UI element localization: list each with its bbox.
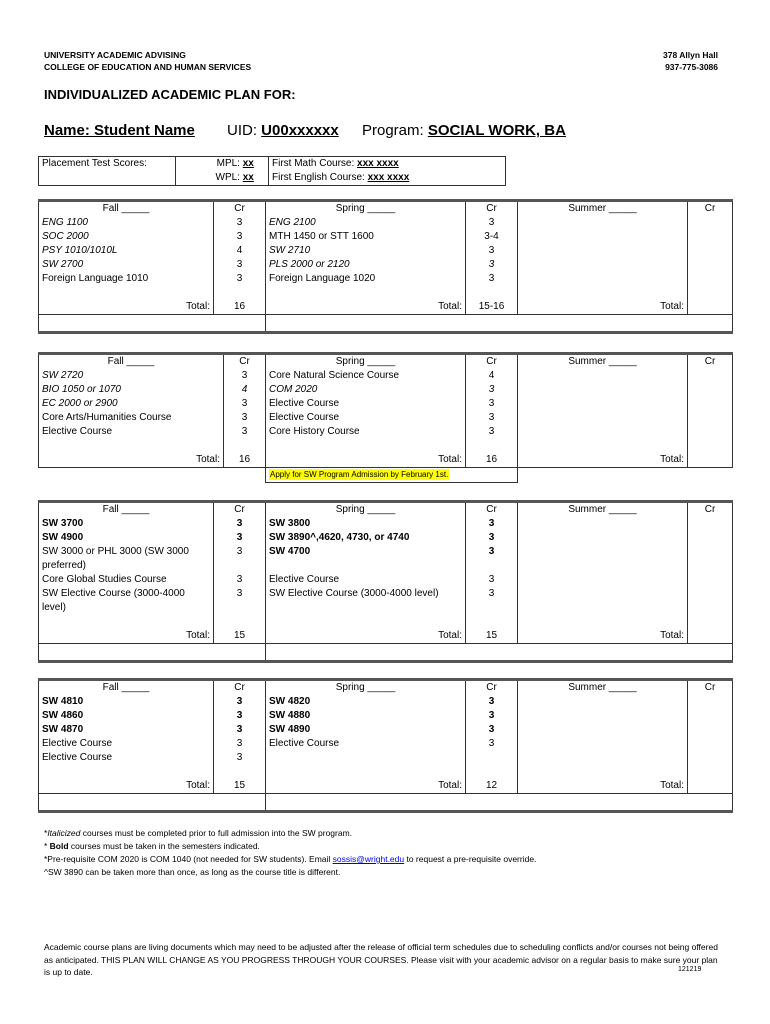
year3-table bbox=[38, 500, 733, 663]
course: SW Elective Course (3000-4000 level) bbox=[39, 587, 214, 615]
table-row bbox=[39, 230, 733, 244]
cr-header: Cr bbox=[466, 680, 518, 696]
first-math-course: First Math Course: xxx xxxx bbox=[269, 157, 506, 172]
table-row bbox=[39, 587, 733, 615]
summer-header: Summer _____ bbox=[518, 354, 688, 370]
spring-header: Spring _____ bbox=[266, 680, 466, 696]
credits: 3 bbox=[214, 517, 266, 531]
course: Core Global Studies Course bbox=[39, 573, 214, 587]
credits: 3 bbox=[466, 244, 518, 258]
year2-table bbox=[38, 352, 733, 483]
fall-total-label: Total: bbox=[39, 300, 214, 315]
student-uid bbox=[227, 122, 339, 139]
cr-header: Cr bbox=[214, 502, 266, 518]
fall-total: 15 bbox=[214, 779, 266, 794]
table-row bbox=[39, 709, 733, 723]
table-row bbox=[39, 411, 733, 425]
course: SW 4810 bbox=[39, 695, 214, 709]
course: SOC 2000 bbox=[39, 230, 214, 244]
cr-header: Cr bbox=[214, 680, 266, 696]
credits: 3 bbox=[214, 709, 266, 723]
summer-header: Summer _____ bbox=[518, 502, 688, 518]
table-row bbox=[39, 531, 733, 545]
course: Core History Course bbox=[266, 425, 466, 439]
summer-total-label: Total: bbox=[518, 779, 688, 794]
cr-header: Cr bbox=[224, 354, 266, 370]
credits: 3 bbox=[466, 737, 518, 751]
table-row bbox=[39, 216, 733, 230]
table-row bbox=[39, 573, 733, 587]
document-code: 121219 bbox=[678, 966, 702, 973]
credits: 3 bbox=[466, 531, 518, 545]
table-row bbox=[39, 751, 733, 765]
table-row bbox=[39, 723, 733, 737]
spring-total-label: Total: bbox=[266, 629, 466, 644]
course: PLS 2000 or 2120 bbox=[266, 258, 466, 272]
cr-header: Cr bbox=[688, 354, 733, 370]
course: EC 2000 or 2900 bbox=[39, 397, 224, 411]
course: Foreign Language 1020 bbox=[266, 272, 466, 286]
course: SW 2710 bbox=[266, 244, 466, 258]
fall-header: Fall _____ bbox=[39, 354, 224, 370]
summer-total-label: Total: bbox=[518, 453, 688, 468]
table-row bbox=[39, 545, 733, 573]
credits: 3 bbox=[466, 517, 518, 531]
course: SW 2700 bbox=[39, 258, 214, 272]
summer-total-label: Total: bbox=[518, 300, 688, 315]
totals-row bbox=[39, 300, 733, 315]
spring-total: 15 bbox=[466, 629, 518, 644]
course: Elective Course bbox=[266, 397, 466, 411]
cr-header: Cr bbox=[214, 201, 266, 217]
table-row bbox=[39, 397, 733, 411]
uid-value: U00xxxxxx bbox=[261, 122, 339, 139]
credits: 3 bbox=[466, 709, 518, 723]
office-header bbox=[44, 49, 251, 73]
summer-header: Summer _____ bbox=[518, 680, 688, 696]
footnote-italic: *Italicized courses must be completed prior to full admission into the SW program. bbox=[44, 828, 353, 838]
credits: 3 bbox=[466, 545, 518, 573]
course: Elective Course bbox=[39, 751, 214, 765]
fall-header: Fall _____ bbox=[39, 502, 214, 518]
mpl-score: MPL: xx bbox=[176, 157, 269, 172]
spring-total: 12 bbox=[466, 779, 518, 794]
course: PSY 1010/1010L bbox=[39, 244, 214, 258]
fall-total: 15 bbox=[214, 629, 266, 644]
course: COM 2020 bbox=[266, 383, 466, 397]
credits: 3 bbox=[224, 411, 266, 425]
table-row bbox=[39, 383, 733, 397]
course: Elective Course bbox=[266, 737, 466, 751]
course: SW 4870 bbox=[39, 723, 214, 737]
course: SW Elective Course (3000-4000 level) bbox=[266, 587, 466, 615]
table-row bbox=[39, 517, 733, 531]
course: Elective Course bbox=[39, 737, 214, 751]
credits: 3 bbox=[214, 230, 266, 244]
course: SW 4700 bbox=[266, 545, 466, 573]
cr-header: Cr bbox=[688, 502, 733, 518]
spring-total-label: Total: bbox=[266, 779, 466, 794]
fall-total-label: Total: bbox=[39, 779, 214, 794]
english-value: xxx xxxx bbox=[367, 172, 410, 183]
credits: 3 bbox=[214, 737, 266, 751]
spring-header: Spring _____ bbox=[266, 201, 466, 217]
course: SW 3000 or PHL 3000 (SW 3000 preferred) bbox=[39, 545, 214, 573]
spring-header: Spring _____ bbox=[266, 502, 466, 518]
college-name: COLLEGE OF EDUCATION AND HUMAN SERVICES bbox=[44, 62, 252, 72]
plan-title: INDIVIDUALIZED ACADEMIC PLAN FOR: bbox=[44, 87, 296, 102]
course: Elective Course bbox=[39, 425, 224, 439]
credits: 3 bbox=[214, 545, 266, 573]
course: Elective Course bbox=[266, 573, 466, 587]
program-value: SOCIAL WORK, BA bbox=[427, 122, 566, 139]
office-location: 378 Allyn Hall bbox=[663, 50, 718, 60]
credits: 4 bbox=[224, 383, 266, 397]
credits: 3 bbox=[466, 397, 518, 411]
spring-total: 15-16 bbox=[466, 300, 518, 315]
cr-header: Cr bbox=[466, 201, 518, 217]
credits: 3 bbox=[214, 258, 266, 272]
credits: 3 bbox=[214, 723, 266, 737]
course: SW 4900 bbox=[39, 531, 214, 545]
course: SW 3890^,4620, 4730, or 4740 bbox=[266, 531, 466, 545]
summer-header: Summer _____ bbox=[518, 201, 688, 217]
totals-row bbox=[39, 779, 733, 794]
fall-header: Fall _____ bbox=[39, 680, 214, 696]
credits: 3 bbox=[214, 587, 266, 615]
wpl-value: xx bbox=[242, 172, 254, 183]
cr-header: Cr bbox=[466, 502, 518, 518]
uid-label: UID: bbox=[227, 122, 262, 139]
course: Elective Course bbox=[266, 411, 466, 425]
placement-label: Placement Test Scores: bbox=[39, 157, 176, 186]
course: BIO 1050 or 1070 bbox=[39, 383, 224, 397]
credits: 3 bbox=[224, 397, 266, 411]
table-row bbox=[39, 369, 733, 383]
placement-scores-table bbox=[38, 156, 506, 186]
mpl-value: xx bbox=[242, 158, 254, 169]
credits: 3 bbox=[214, 573, 266, 587]
credits: 3 bbox=[214, 272, 266, 286]
course: SW 3800 bbox=[266, 517, 466, 531]
office-name: UNIVERSITY ACADEMIC ADVISING bbox=[44, 50, 186, 60]
course: Core Natural Science Course bbox=[266, 369, 466, 383]
student-name: Name: Student Name bbox=[44, 122, 195, 139]
fall-total: 16 bbox=[224, 453, 266, 468]
credits: 4 bbox=[214, 244, 266, 258]
credits: 3 bbox=[466, 425, 518, 439]
student-info-line bbox=[44, 122, 744, 139]
math-value: xxx xxxx bbox=[357, 158, 399, 169]
table-row bbox=[39, 695, 733, 709]
credits: 3 bbox=[466, 587, 518, 615]
spring-total-label: Total: bbox=[266, 453, 466, 468]
course: Core Arts/Humanities Course bbox=[39, 411, 224, 425]
table-row bbox=[39, 737, 733, 751]
credits: 3 bbox=[214, 751, 266, 765]
student-program bbox=[362, 122, 566, 139]
totals-row bbox=[39, 453, 733, 468]
course: ENG 1100 bbox=[39, 216, 214, 230]
table-row bbox=[39, 258, 733, 272]
credits: 3 bbox=[466, 723, 518, 737]
spring-header: Spring _____ bbox=[266, 354, 466, 370]
course: SW 4880 bbox=[266, 709, 466, 723]
table-row bbox=[39, 244, 733, 258]
footnote-sw3890: ^SW 3890 can be taken more than once, as long as the course title is different. bbox=[44, 867, 341, 877]
cr-header: Cr bbox=[466, 354, 518, 370]
spring-total: 16 bbox=[466, 453, 518, 468]
admission-deadline-note: Apply for SW Program Admission by February 1st. bbox=[270, 470, 449, 479]
fall-total: 16 bbox=[214, 300, 266, 315]
fall-header: Fall _____ bbox=[39, 201, 214, 217]
table-row bbox=[39, 425, 733, 439]
course: SW 3700 bbox=[39, 517, 214, 531]
first-english-course: First English Course: xxx xxxx bbox=[269, 171, 506, 186]
year1-table bbox=[38, 199, 733, 334]
credits: 3 bbox=[214, 531, 266, 545]
credits: 3 bbox=[224, 425, 266, 439]
cr-header: Cr bbox=[688, 201, 733, 217]
credits: 3-4 bbox=[466, 230, 518, 244]
credits: 3 bbox=[466, 411, 518, 425]
spring-total-label: Total: bbox=[266, 300, 466, 315]
email-link[interactable]: sossis@wright.edu bbox=[332, 854, 405, 864]
cr-header: Cr bbox=[688, 680, 733, 696]
course: SW 4820 bbox=[266, 695, 466, 709]
credits: 3 bbox=[466, 258, 518, 272]
program-label: Program: bbox=[362, 122, 428, 139]
office-phone: 937-775-3086 bbox=[665, 62, 718, 72]
course: SW 4890 bbox=[266, 723, 466, 737]
footnote-prerequisite: *Pre-requisite COM 2020 is COM 1040 (not needed for SW students). Email sossis@wright.edu to request a pre-requisite override. bbox=[44, 854, 537, 864]
totals-row bbox=[39, 629, 733, 644]
course: SW 4860 bbox=[39, 709, 214, 723]
fall-total-label: Total: bbox=[39, 453, 224, 468]
credits: 3 bbox=[466, 573, 518, 587]
table-row bbox=[39, 272, 733, 286]
credits: 4 bbox=[466, 369, 518, 383]
summer-total-label: Total: bbox=[518, 629, 688, 644]
wpl-score: WPL: xx bbox=[176, 171, 269, 186]
footnotes bbox=[44, 827, 536, 879]
credits: 3 bbox=[466, 272, 518, 286]
course: SW 2720 bbox=[39, 369, 224, 383]
credits: 3 bbox=[466, 216, 518, 230]
disclaimer: Academic course plans are living documents which may need to be adjusted after the release of official term schedules due to scheduling conflicts and/or courses not being offered as anticipated. THIS PLAN WILL CHANGE AS YOU PROGRESS THROUGH YOUR COURSES. Please visit with your academic advisor on a regular basis to make sure your plan is up to date. bbox=[44, 942, 718, 977]
year4-table bbox=[38, 678, 733, 813]
course: Foreign Language 1010 bbox=[39, 272, 214, 286]
office-contact bbox=[663, 49, 718, 73]
footnote-bold: * Bold courses must be taken in the semesters indicated. bbox=[44, 841, 260, 851]
credits: 3 bbox=[466, 695, 518, 709]
credits: 3 bbox=[214, 216, 266, 230]
course: ENG 2100 bbox=[266, 216, 466, 230]
course: MTH 1450 or STT 1600 bbox=[266, 230, 466, 244]
fall-total-label: Total: bbox=[39, 629, 214, 644]
credits: 3 bbox=[214, 695, 266, 709]
credits: 3 bbox=[466, 383, 518, 397]
credits: 3 bbox=[224, 369, 266, 383]
